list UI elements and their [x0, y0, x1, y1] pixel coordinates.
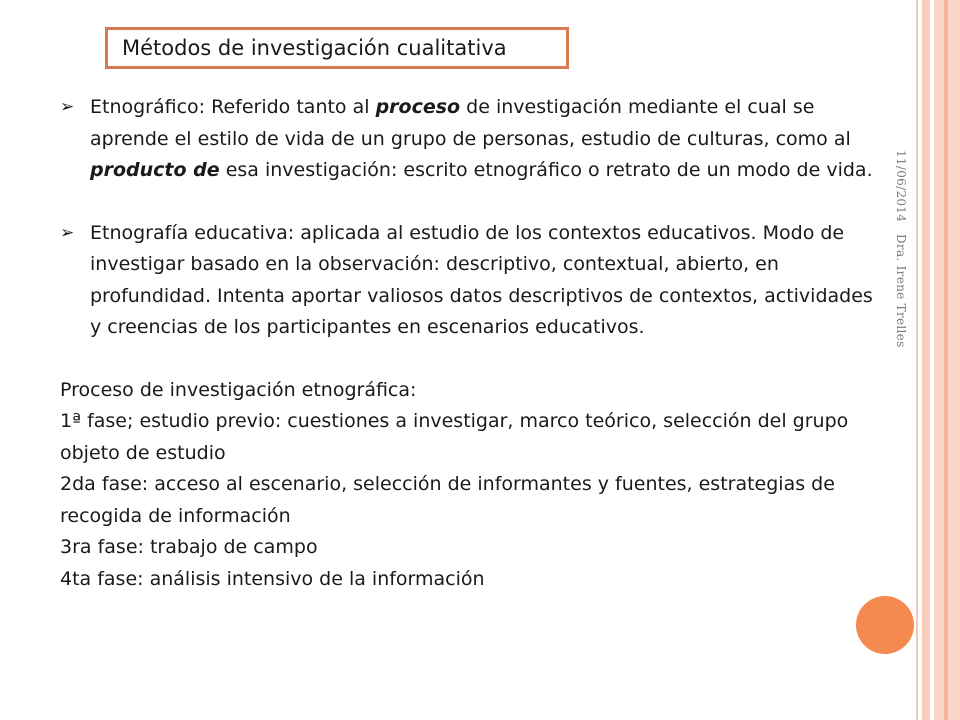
decorative-stripe	[916, 0, 918, 720]
side-author: Dra. Irene Trelles	[894, 234, 908, 348]
bullet-text	[90, 92, 890, 187]
decorative-stripe	[922, 0, 930, 720]
bullet1-suffix: esa investigación: escrito etnográfico o retrato de un modo de vida.	[219, 159, 873, 181]
slide-title	[105, 27, 569, 69]
process-section	[60, 375, 890, 596]
phase-item: 4ta fase: análisis intensivo de la información	[60, 567, 485, 590]
decorative-stripe	[944, 0, 948, 720]
slide-body	[60, 92, 890, 595]
phase-item: 2da fase: acceso al escenario, selección de informantes y fuentes, estrategias de recogida de información	[60, 473, 835, 527]
slide-title-text: Métodos de investigación cualitativa	[122, 36, 507, 60]
bullet1-emphasis-producto: producto de	[90, 159, 220, 181]
bullet1-prefix: Etnográfico: Referido tanto al	[90, 96, 376, 118]
bullet1-emphasis-proceso: proceso	[375, 96, 461, 118]
side-date: 11/06/2014	[894, 150, 908, 223]
process-heading: Proceso de investigación etnográfica:	[60, 378, 417, 401]
phase-item: 1ª fase; estudio previo: cuestiones a investigar, marco teórico, selección del grupo objeto de estudio	[60, 410, 849, 464]
side-footer	[894, 150, 908, 400]
decorative-circle	[856, 596, 914, 654]
bullet1-middle: de investigación mediante el cual se aprende el estilo de vida de un grupo de personas, estudio de culturas, como al	[90, 96, 851, 150]
arrow-bullet-icon: ➢	[60, 222, 75, 243]
arrow-bullet-icon: ➢	[60, 97, 75, 117]
bullet-etnografia-educativa	[60, 218, 890, 344]
bullet-etnografico	[60, 92, 890, 187]
bullet-text: Etnografía educativa: aplicada al estudio de los contextos educativos. Modo de investigar basado en la observación: descriptivo, contextual, abierto, en profundidad. Intenta aportar valiosos datos descriptivos de contextos, actividades y creencias de los participantes en escenarios educativos.	[90, 221, 873, 338]
phase-item: 3ra fase: trabajo de campo	[60, 536, 318, 558]
